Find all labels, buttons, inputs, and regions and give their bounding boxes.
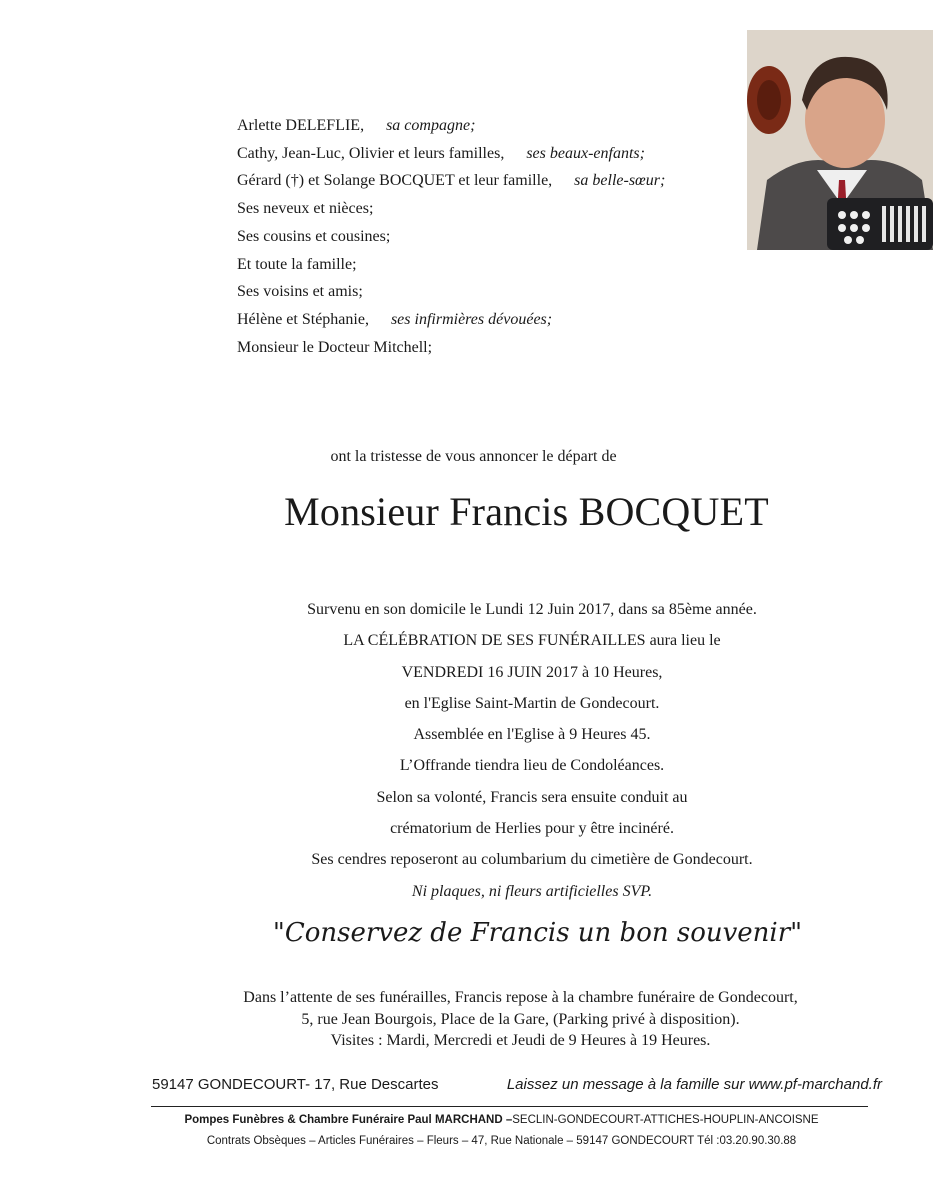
family-line xyxy=(237,195,665,223)
detail-line: Ses cendres reposeront au columbarium du cimetière de Gondecourt. xyxy=(311,851,753,869)
company-name: Pompes Funèbres & Chambre Funéraire Paul MARCHAND – xyxy=(184,1114,513,1126)
family-name: Gérard (†) et Solange BOCQUET et leur famille, xyxy=(237,172,553,190)
company-line xyxy=(0,1114,947,1126)
footer-contact xyxy=(152,1076,882,1093)
family-name: Cathy, Jean-Luc, Olivier et leurs familles, xyxy=(237,144,505,162)
detail-line: crématorium de Herlies pour y être incinéré. xyxy=(390,820,674,838)
detail-line: Assemblée en l'Eglise à 9 Heures 45. xyxy=(413,726,651,744)
family-role: ses beaux-enfants; xyxy=(526,144,645,162)
family-line xyxy=(237,112,665,140)
family-name: Monsieur le Docteur Mitchell; xyxy=(237,338,433,356)
portrait-illustration xyxy=(747,30,933,250)
family-line xyxy=(237,167,665,195)
family-line xyxy=(237,334,665,362)
family-line xyxy=(237,306,665,334)
portrait-photo xyxy=(747,30,933,250)
detail-line-note: Ni plaques, ni fleurs artificielles SVP. xyxy=(411,882,653,900)
family-name: Arlette DELEFLIE, xyxy=(237,117,365,134)
family-name: Hélène et Stéphanie, xyxy=(237,310,369,328)
rest-line: 5, rue Jean Bourgois, Place de la Gare, (Parking privé à disposition). xyxy=(301,1010,740,1028)
ceremony-details xyxy=(0,594,947,907)
rest-information xyxy=(0,987,947,1052)
memorial-quote: "Conservez de Francis un bon souvenir" xyxy=(272,918,803,948)
footer-website-message[interactable]: Laissez un message à la famille sur www.pf-marchand.fr xyxy=(506,1076,882,1093)
family-line xyxy=(237,251,665,279)
detail-line: en l'Eglise Saint-Martin de Gondecourt. xyxy=(404,694,660,712)
detail-line: L’Offrande tiendra lieu de Condoléances. xyxy=(399,757,665,775)
family-line xyxy=(237,278,665,306)
family-role: ses infirmières dévouées; xyxy=(390,310,553,328)
rest-line: Visites : Mardi, Mercredi et Jeudi de 9 Heures à 19 Heures. xyxy=(330,1032,711,1049)
rest-line: Dans l’attente de ses funérailles, Francis repose à la chambre funéraire de Gondecourt, xyxy=(243,989,798,1006)
family-role: sa belle-sœur; xyxy=(574,172,666,190)
family-list xyxy=(237,112,665,361)
detail-line: VENDREDI 16 JUIN 2017 à 10 Heures, xyxy=(401,663,663,681)
family-line xyxy=(237,223,665,251)
family-name: Ses neveux et nièces; xyxy=(237,200,374,218)
detail-line: Survenu en son domicile le Lundi 12 Juin 2017, dans sa 85ème année. xyxy=(307,601,757,618)
contracts-line: Contrats Obsèques – Articles Funéraires – Fleurs – 47, Rue Nationale – 59147 GONDECOURT Tél :03.20.90.30.88 xyxy=(206,1135,797,1147)
footer-address: 59147 GONDECOURT- 17, Rue Descartes xyxy=(152,1076,439,1093)
family-name: Ses cousins et cousines; xyxy=(237,227,391,245)
family-name: Et toute la famille; xyxy=(237,255,357,273)
family-role: sa compagne; xyxy=(386,117,476,134)
detail-line: Selon sa volonté, Francis sera ensuite conduit au xyxy=(376,788,688,806)
company-towns: SECLIN-GONDECOURT-ATTICHES-HOUPLIN-ANCOISNE xyxy=(512,1114,819,1126)
family-line xyxy=(237,140,665,168)
footer-divider xyxy=(151,1106,868,1107)
family-name: Ses voisins et amis; xyxy=(237,283,363,301)
deceased-name: Monsieur Francis BOCQUET xyxy=(284,489,769,534)
detail-line: LA CÉLÉBRATION DE SES FUNÉRAILLES aura lieu le xyxy=(343,632,721,650)
announcement-text: ont la tristesse de vous annoncer le départ de xyxy=(330,448,617,465)
